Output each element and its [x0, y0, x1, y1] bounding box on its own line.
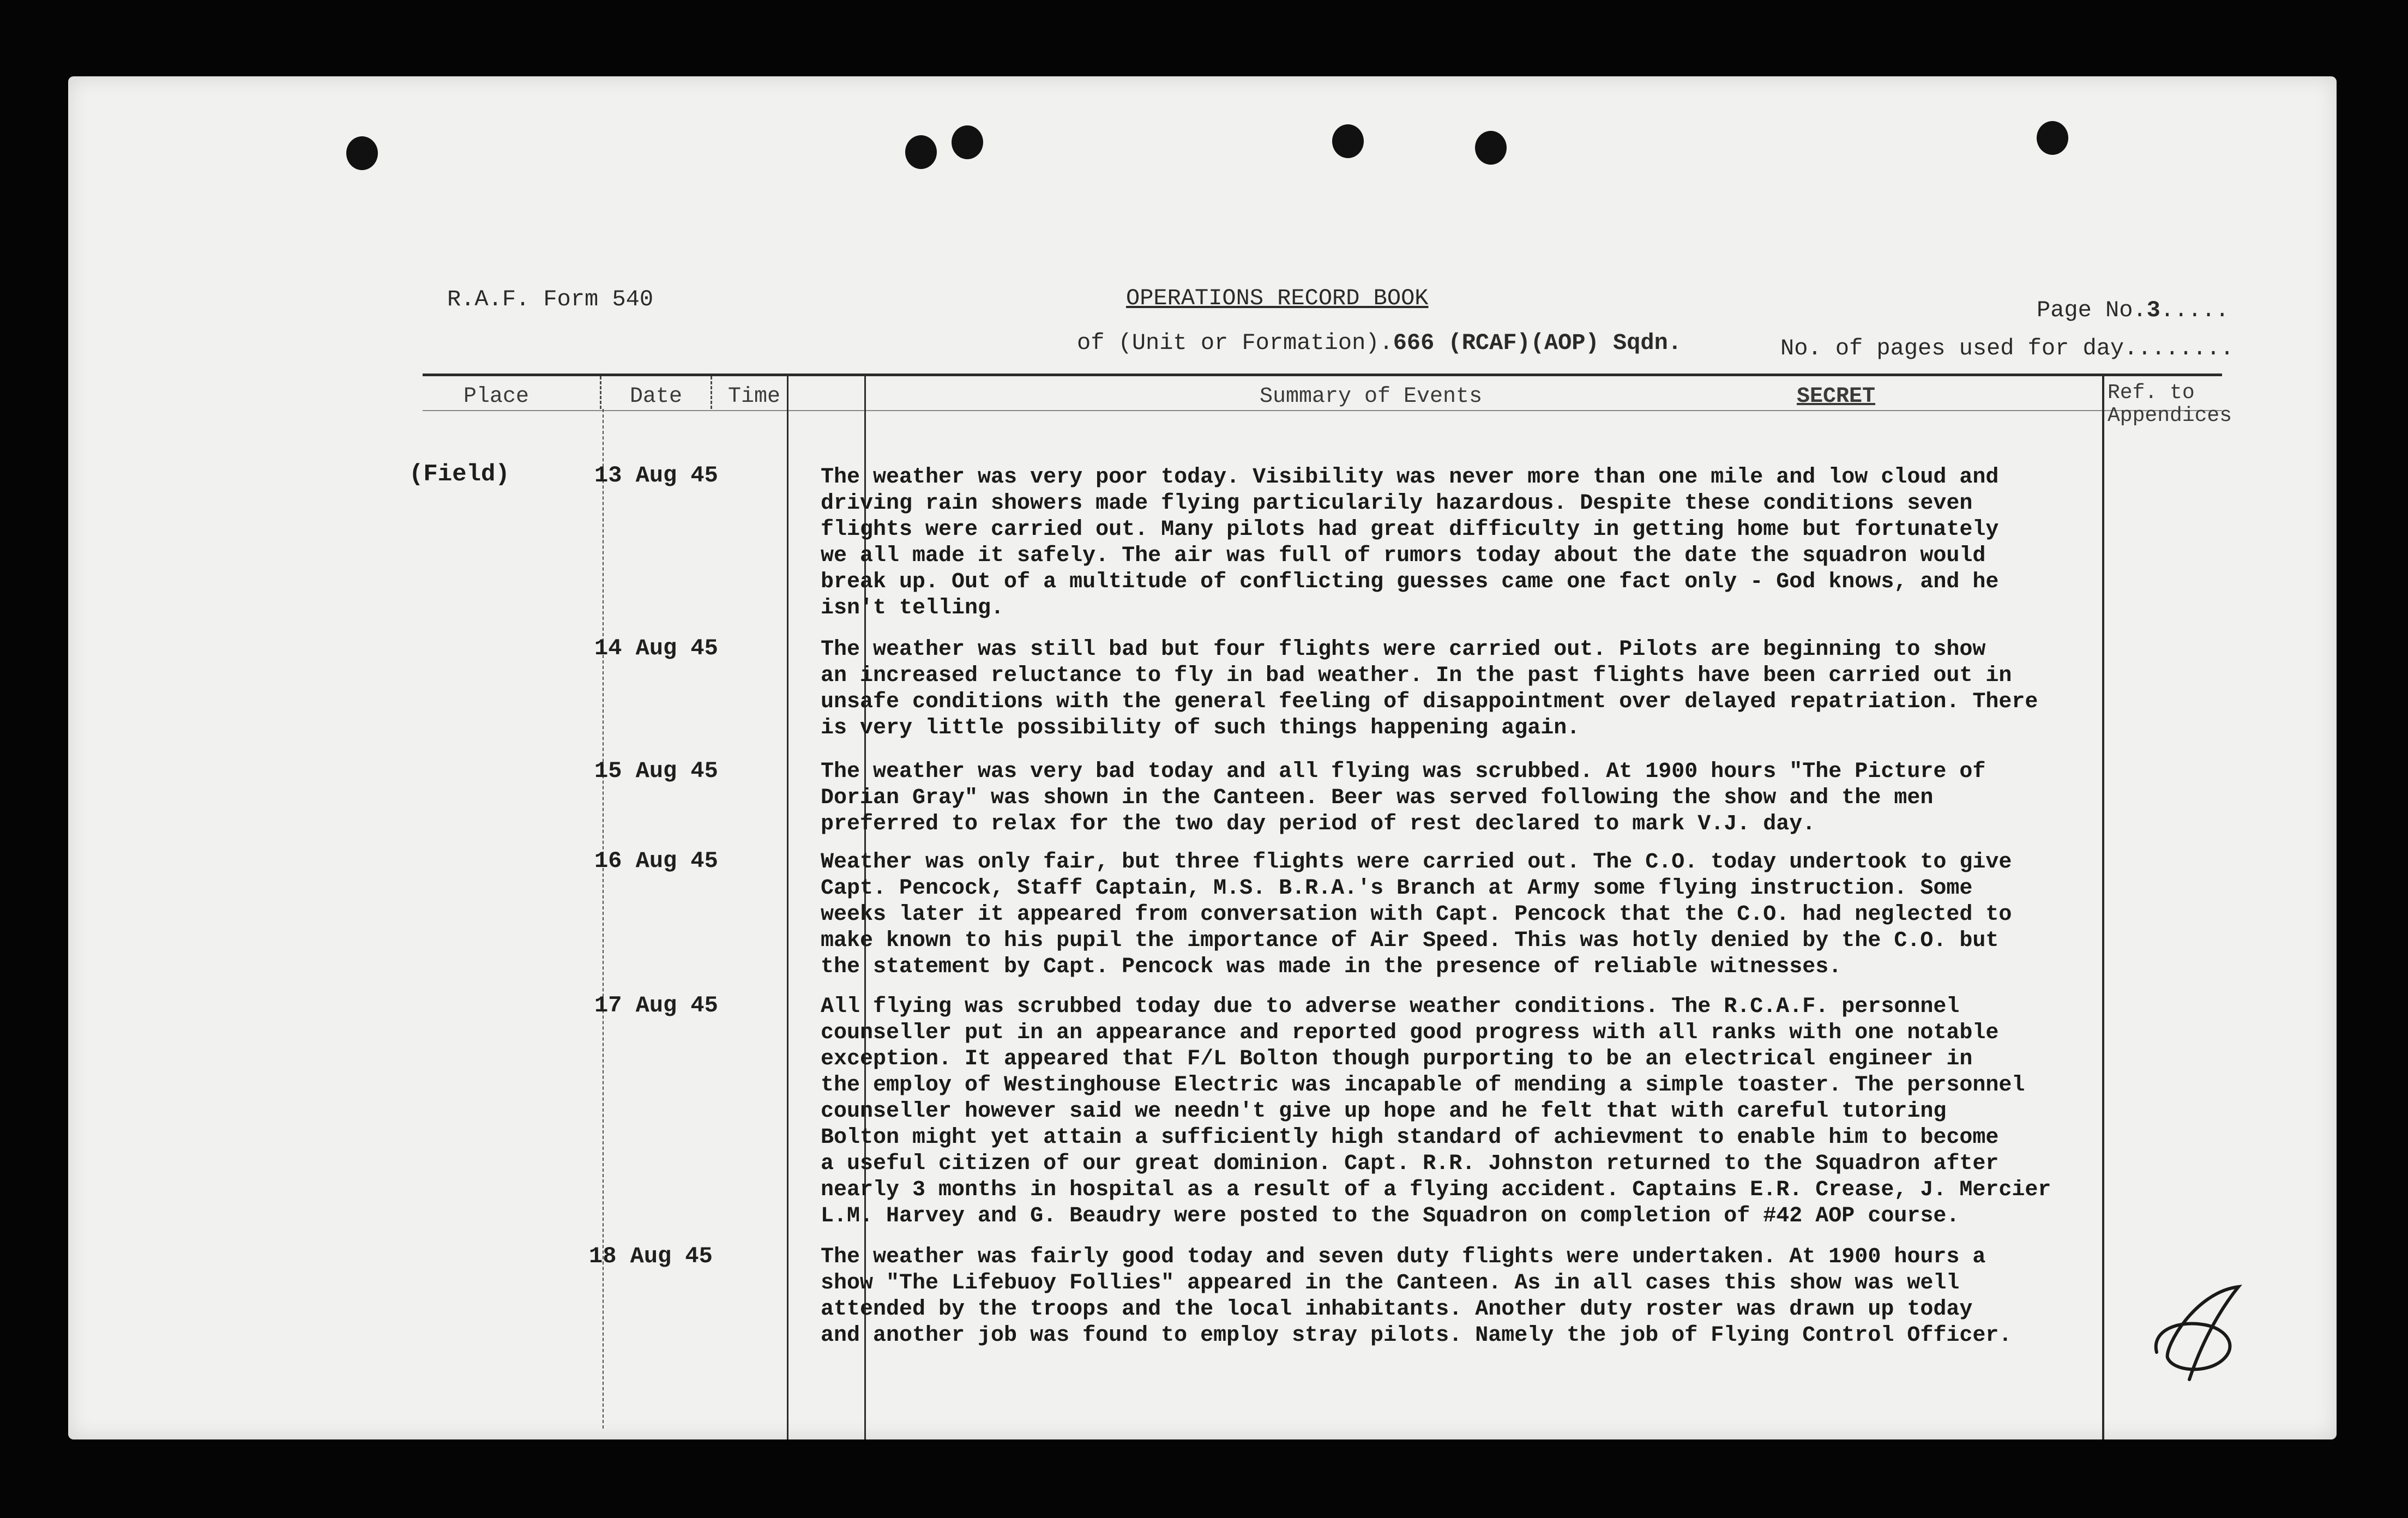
punch-hole	[905, 135, 937, 169]
entry-date: 14 Aug 45	[594, 635, 718, 661]
column-divider	[600, 376, 601, 409]
unit-prefix: of (Unit or Formation).	[1077, 330, 1393, 356]
page-dots: .....	[2160, 297, 2229, 323]
entry-date: 15 Aug 45	[594, 758, 718, 784]
column-heading-ref: Ref. to Appendices	[2108, 381, 2232, 427]
event-summary: The weather was very bad today and all flying was scrubbed. At 1900 hours "The Picture of Dorian Gray" was shown in the Canteen. Beer was served following the show and the men preferred to relax for the two day period of rest declared to mark V.J. day.	[821, 760, 1986, 836]
entry-date: 18 Aug 45	[589, 1243, 713, 1269]
signature-initials	[2135, 1270, 2255, 1390]
record-book-title: OPERATIONS RECORD BOOK	[1126, 285, 1429, 311]
page-value: 3	[2146, 297, 2160, 323]
table-top-rule	[423, 374, 2222, 376]
punch-hole	[1475, 131, 1507, 165]
table-header-rule	[423, 410, 2222, 411]
column-heading-date: Date	[630, 384, 683, 409]
punch-hole	[346, 136, 378, 170]
unit-value: 666 (RCAF)(AOP) Sqdn.	[1393, 330, 1682, 356]
unit-line	[1077, 330, 1682, 356]
pages-used: No. of pages used for day........	[1780, 335, 2234, 362]
punch-hole	[1332, 124, 1364, 158]
punch-hole	[952, 125, 983, 159]
event-summary: The weather was still bad but four flights were carried out. Pilots are beginning to show an increased reluctance to fly in bad weather. In the past flights have been carried out in unsafe conditions with the general feeling of disappointment over delayed repatriation. There is very little possibility of such things happening again.	[821, 637, 2038, 740]
event-summary: All flying was scrubbed today due to adverse weather conditions. The R.C.A.F. personnel counseller put in an appearance and reported good progress with all ranks with one notable exception. It appeared that F/L Bolton though purporting to be an electrical engineer in the employ of Westinghouse Electric was incapable of mending a simple toaster. The personnel counseller however said we needn't give up hope and he felt that with careful tutoring Bolton might yet attain a sufficiently high standard of achievment to enable him to become a useful citizen of our great dominion. Capt. R.R. Johnston returned to the Squadron after nearly 3 months in hospital as a result of a flying accident. Captains E.R. Crease, J. Mercier L.M. Harvey and G. Beaudry were posted to the Squadron on completion of #42 AOP course.	[821, 995, 2051, 1228]
security-classification: SECRET	[1797, 384, 1876, 409]
page-number	[2037, 297, 2229, 323]
column-divider	[603, 409, 604, 1429]
column-heading-time: Time	[728, 384, 781, 409]
record-sheet	[68, 76, 2337, 1439]
punch-hole	[2037, 121, 2068, 155]
column-divider	[787, 376, 788, 1439]
entry-date: 16 Aug 45	[594, 848, 718, 874]
event-summary: The weather was fairly good today and seven duty flights were undertaken. At 1900 hours a show "The Lifebuoy Follies" appeared in the Canteen. As in all cases this show was well attended by the troops and the local inhabitants. Another duty roster was drawn up today and another job was found to employ stray pilots. Namely the job of Flying Control Officer.	[821, 1245, 2012, 1348]
entry-date: 17 Aug 45	[594, 992, 718, 1019]
column-divider	[711, 376, 712, 409]
entry-date: 13 Aug 45	[594, 462, 718, 489]
page-label: Page No.	[2037, 297, 2147, 323]
event-summary: Weather was only fair, but three flights were carried out. The C.O. today undertook to give Capt. Pencock, Staff Captain, M.S. B.R.A.'s Branch at Army some flying instruction. Some weeks later it appeared from conversation with Capt. Pencock that the C.O. had neglected to make known to his pupil the importance of Air Speed. This was hotly denied by the C.O. but the statement by Capt. Pencock was made in the presence of reliable witnesses.	[821, 850, 2012, 979]
column-heading-place: Place	[463, 384, 529, 409]
place-field: (Field)	[409, 461, 510, 488]
column-heading-summary: Summary of Events	[1260, 384, 1483, 409]
form-label: R.A.F. Form 540	[447, 286, 654, 312]
event-summary: The weather was very poor today. Visibility was never more than one mile and low cloud and driving rain showers made flying particularily hazardous. Despite these conditions seven flights were carried out. Many pilots had great difficulty in getting home but fortunately we all made it safely. The air was full of rumors today about the date the squadron would break up. Out of a multitude of conflicting guesses came one fact only - God knows, and he isn't telling.	[821, 465, 1999, 621]
